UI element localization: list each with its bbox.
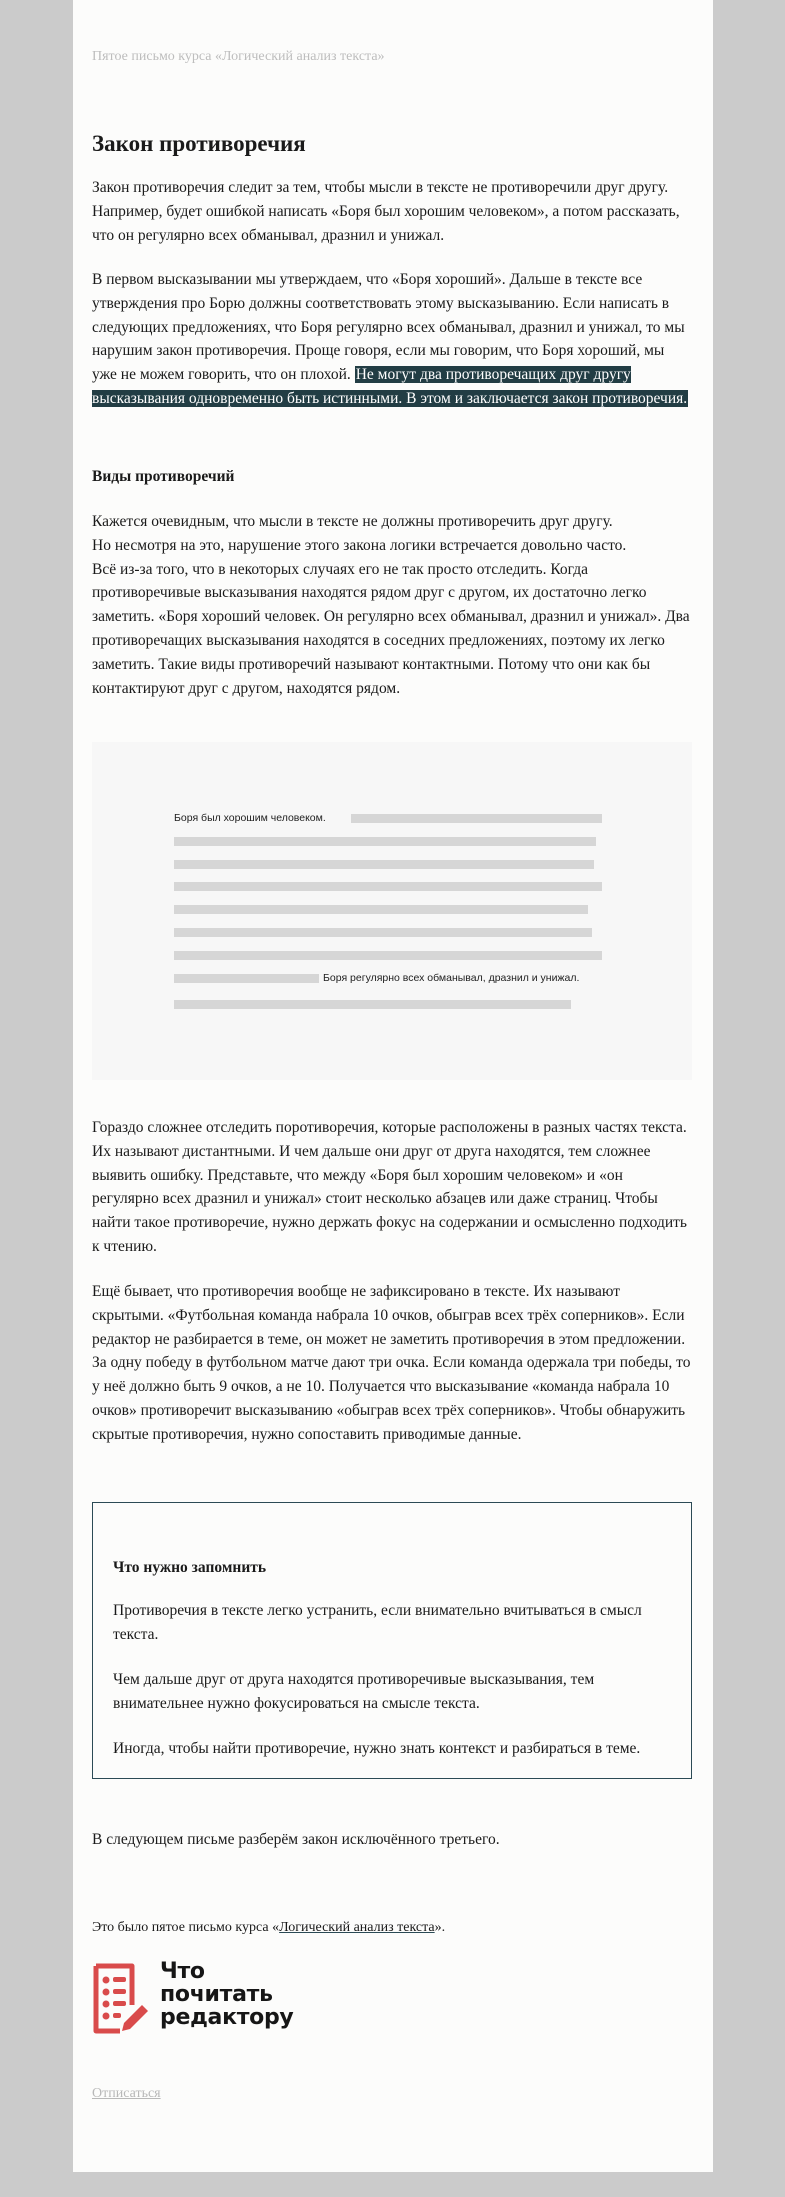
course-footer-note bbox=[92, 1918, 692, 1938]
remember-box bbox=[92, 1502, 692, 1779]
placeholder-line bbox=[174, 1000, 571, 1009]
unsubscribe-row bbox=[92, 2084, 692, 2104]
checklist-pencil-icon bbox=[92, 1963, 150, 2035]
highlighted-text: Не могут два противоречащих друг другу высказывания одновременно быть истинными. В этом и заключается закон противоречия. bbox=[92, 366, 688, 407]
intro-paragraph: Закон противоречия следит за тем, чтобы мысли в тексте не противоречили друг другу. Например, будет ошибкой написать «Боря был хорошим человеком», а потом рассказать, что он регулярно всех обманывал, дразнил и унижал. bbox=[92, 179, 680, 244]
logo-line: Что bbox=[160, 1959, 205, 1984]
placeholder-line bbox=[351, 814, 602, 823]
remember-item: Иногда, чтобы найти противоречие, нужно знать контекст и разбираться в теме. bbox=[113, 1740, 641, 1757]
logo-line: редактору bbox=[160, 2005, 294, 2030]
paragraph-distant-contradictions: Гораздо сложнее отследить поротиворечия, которые расположены в разных частях текста. Их называют дистантными. И чем дальше они друг от друга находятся, тем сложнее выявить ошибку. Представьте, что между «Боря был хорошим человеком» и «он регулярно всех дразнил и унижал» стоит несколько абзацев или даже страниц. Чтобы найти такое противоречие, нужно держать фокус на содержании и осмысленно подходить к чтению. bbox=[92, 1119, 687, 1255]
placeholder-line bbox=[174, 882, 602, 891]
unsubscribe-link[interactable]: Отписаться bbox=[92, 2086, 161, 2101]
placeholder-line bbox=[174, 860, 594, 869]
paragraph-line: Но несмотря на это, нарушение этого закона логики встречается довольно часто. bbox=[92, 536, 627, 554]
placeholder-line bbox=[174, 837, 596, 846]
placeholder-line bbox=[174, 951, 602, 960]
paragraph-plain-text: В первом высказывании мы утверждаем, что «Боря хороший». Дальше в тексте все утверждения про Борю должны соответствовать этому высказыванию. Если написать в следующих предложениях, что Боря регулярно всех обманывал, дразнил и унижал, то мы нарушим закон противоречия. Проще говоря, если мы говорим, что Боря хороший, мы уже не можем говорить, что он плохой. bbox=[92, 271, 685, 384]
remember-item: Противоречия в тексте легко устранить, если внимательно вчитываться в смысл текста. bbox=[113, 1602, 642, 1643]
footer-prefix: Это было пятое письмо курса « bbox=[92, 1920, 280, 1935]
brand-logo[interactable] bbox=[92, 1960, 312, 2035]
paragraph-line: Всё из-за того, что в некоторых случаях его не так просто отследить. Когда противоречивые высказывания находятся рядом друг с другом, их достаточно легко заметить. «Боря хороший человек. Он регулярно всех обманывал, дразнил и унижал». Два противоречащих высказывания находятся в соседних предложениях, поэтому их легко заметить. Такие виды противоречий называют контактными. Потому что они как бы контактируют друг с другом, находятся рядом. bbox=[92, 560, 690, 697]
placeholder-line bbox=[174, 905, 588, 914]
paragraph-hidden-contradictions: Ещё бывает, что противоречия вообще не зафиксировано в тексте. Их называют скрытыми. «Футбольная команда набрала 10 очков, обыграв всех трёх соперников». Если редактор не разбирается в теме, он может не заметить противоречия в этом предложении. За одну победу в футбольном матче дают три очка. Если команда одержала три победы, то у неё должно быть 9 очков, а не 10. Получается что высказывание «команда набрала 10 очков» противоречит высказыванию «обыграв всех трёх соперников». Чтобы обнаружить скрытые противоречия, нужно сопоставить приводимые данные. bbox=[92, 1283, 691, 1443]
paragraph-line: Кажется очевидным, что мысли в тексте не должны противоречить друг другу. bbox=[92, 513, 613, 530]
section-title: Виды противоречий bbox=[92, 468, 235, 485]
footer-suffix: ». bbox=[434, 1920, 446, 1935]
paragraph-first-statement bbox=[92, 268, 692, 411]
remember-item: Чем дальше друг от друга находятся противоречивые высказывания, тем внимательнее нужно фокусироваться на смысле текста. bbox=[113, 1671, 595, 1712]
illustration-caption-bottom: Боря регулярно всех обманывал, дразнил и унижал. bbox=[323, 972, 580, 984]
course-link[interactable]: Логический анализ текста bbox=[279, 1920, 435, 1935]
article-title: Закон противоречия bbox=[92, 131, 306, 156]
logo-line: почитать bbox=[160, 1982, 273, 2007]
remember-title: Что нужно запомнить bbox=[113, 1559, 267, 1576]
illustration bbox=[92, 742, 692, 1080]
next-letter-note: В следующем письме разберём закон исключённого третьего. bbox=[92, 1831, 500, 1848]
placeholder-line bbox=[174, 974, 319, 983]
email-sheet bbox=[73, 0, 713, 2172]
logo-wordmark bbox=[160, 1960, 293, 2029]
illustration-caption-top: Боря был хорошим человеком. bbox=[174, 812, 326, 824]
paragraph-contact-contradictions bbox=[92, 510, 692, 700]
placeholder-line bbox=[174, 928, 592, 937]
preheader: Пятое письмо курса «Логический анализ текста» bbox=[92, 49, 385, 64]
